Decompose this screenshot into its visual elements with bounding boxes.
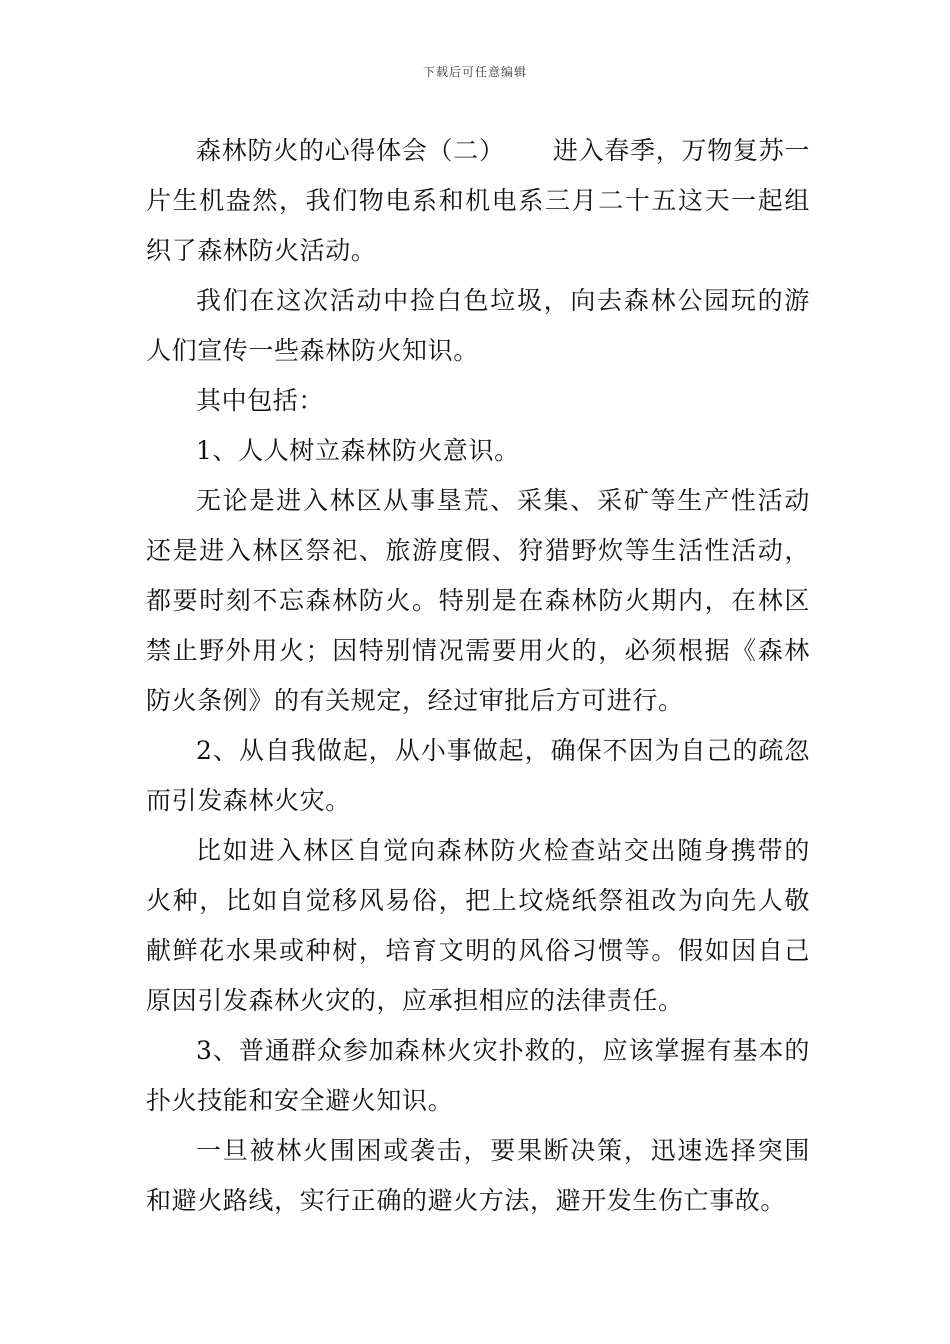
point-1-heading: 1、人人树立森林防火意识。	[196, 436, 520, 465]
point-3-heading: 3、普通群众参加森林火灾扑救的，应该掌握有基本的扑火技能和安全避火知识。	[146, 1036, 810, 1115]
document-body	[146, 126, 810, 1226]
point-2-body: 比如进入林区自觉向森林防火检查站交出随身携带的火种，比如自觉移风易俗，把上坟烧纸祭祖改为向先人敬献鲜花水果或种树，培育文明的风俗习惯等。假如因自己原因引发森林火灾的，应承担相应的法律责任。	[146, 836, 810, 1015]
title-paragraph	[146, 126, 810, 276]
page-header: 下载后可任意编辑	[422, 65, 527, 79]
document-title: 森林防火的心得体会（二）	[196, 136, 505, 165]
intro-text: 进入春季，万物复苏一片生机盎然，我们物电系和机电系三月二十五这天一起组织了森林防火活动。	[146, 136, 810, 265]
point-3-body: 一旦被林火围困或袭击，要果断决策，迅速选择突围和避火路线，实行正确的避火方法，避开发生伤亡事故。	[146, 1136, 810, 1215]
paragraph-activity: 我们在这次活动中捡白色垃圾，向去森林公园玩的游人们宣传一些森林防火知识。	[146, 286, 810, 365]
point-2-heading: 2、从自我做起，从小事做起，确保不因为自己的疏忽而引发森林火灾。	[146, 736, 810, 815]
point-1-body: 无论是进入林区从事垦荒、采集、采矿等生产性活动还是进入林区祭祀、旅游度假、狩猎野炊等生活性活动，都要时刻不忘森林防火。特别是在森林防火期内，在林区禁止野外用火；因特别情况需要用火的，必须根据《森林防火条例》的有关规定，经过审批后方可进行。	[146, 486, 810, 715]
paragraph-includes: 其中包括：	[196, 386, 325, 415]
